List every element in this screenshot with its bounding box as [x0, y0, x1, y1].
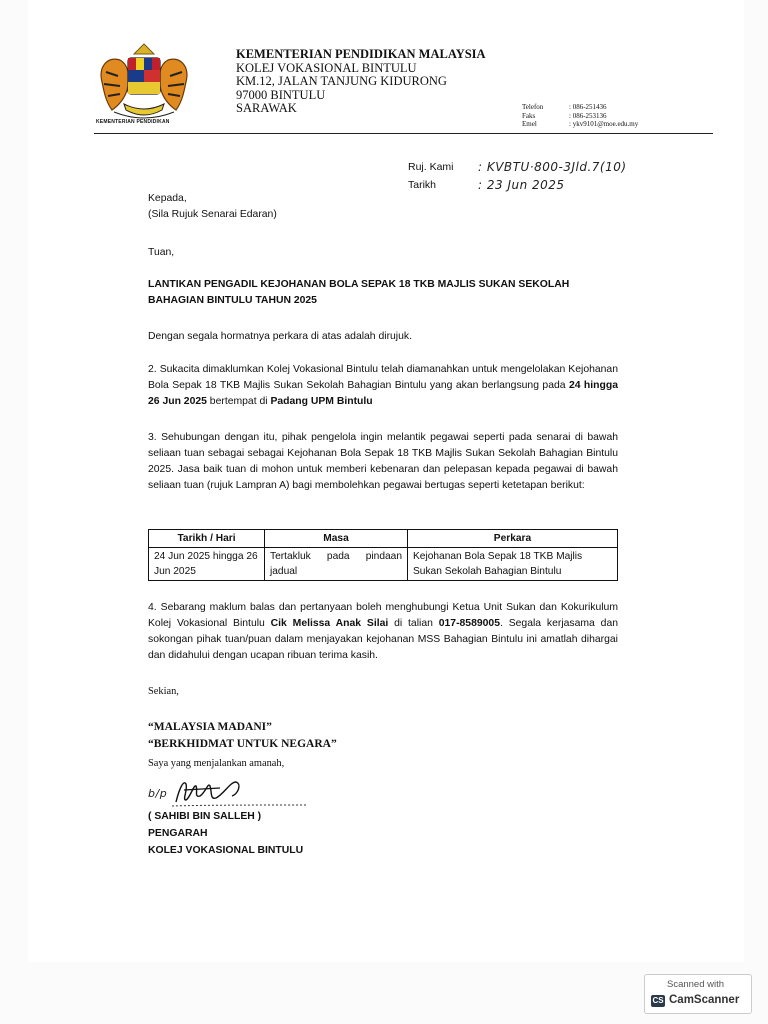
motto [148, 719, 618, 753]
contact-row-phone: Telefon : 086-251436 [522, 103, 607, 111]
amanah: Saya yang menjalankan amanah, [148, 758, 285, 769]
subject: LANTIKAN PENGADIL KEJOHANAN BOLA SEPAK 18 TKB MAJLIS SUKAN SEKOLAH BAHAGIAN BINTULU TAHUN 2025 [148, 279, 570, 306]
table-header: Masa [265, 530, 408, 548]
salutation: Tuan, [148, 247, 175, 258]
kepada: Kepada, [148, 193, 187, 204]
table-row [149, 548, 618, 581]
watermark-brand: CamScanner [669, 994, 740, 1006]
signatory-org: KOLEJ VOKASIONAL BINTULU [148, 845, 304, 856]
malaysia-coat-of-arms-icon [94, 40, 194, 126]
signature-prefix: b/p [148, 787, 168, 800]
table-cell: Kejohanan Bola Sepak 18 TKB Majlis Sukan Sekolah Bahagian Bintulu [408, 548, 618, 581]
crest-caption: KEMENTERIAN PENDIDIKAN [96, 119, 170, 125]
recipient-list: (Sila Rujuk Senarai Edaran) [148, 209, 277, 220]
camscanner-watermark [644, 974, 752, 1014]
letterhead [236, 48, 486, 116]
header-divider [94, 133, 713, 134]
table-header-row [149, 530, 618, 548]
ruj-value: : KVBTU·800-3Jld.7(10) [478, 160, 627, 174]
table-header: Perkara [408, 530, 618, 548]
letterhead-postcode: 97000 BINTULU [236, 87, 326, 102]
paragraph-3: 3. Sehubungan dengan itu, pihak pengelola ingin melantik pegawai seperti pada senarai di bawah seliaan tuan sebagai sebagai Kejohanan Bola Sepak 18 TKB Majlis Sukan Sekolah Bahagian Bintulu 2025. Jasa baik tuan di mohon untuk memberi kebenaran dan pelepasan kepada pegawai di bawah seliaan tuan (rujuk Lampran A) bagi membolehkan pegawai bertugas seperti ketetapan berikut: [148, 432, 618, 491]
tarikh-label: Tarikh [408, 179, 437, 191]
motto-line-2: “BERKHIDMAT UNTUK NEGARA” [148, 738, 337, 750]
letterhead-address: KM.12, JALAN TANJUNG KIDURONG [236, 74, 447, 88]
signatory-name: ( SAHIBI BIN SALLEH ) [148, 811, 262, 822]
letterhead-college: KOLEJ VOKASIONAL BINTULU [236, 60, 417, 75]
tarikh-value: : 23 Jun 2025 [478, 178, 565, 192]
contact-details [522, 103, 638, 129]
signature-icon [170, 776, 310, 808]
contact-row-email: Emel : ykv9101@moe.edu.my [522, 120, 639, 128]
letterhead-state: SARAWAK [236, 101, 297, 115]
paragraph-1: Dengan segala hormatnya perkara di atas adalah dirujuk. [148, 331, 412, 342]
sekian: Sekian, [148, 686, 179, 697]
table-cell: Tertakluk pada pindaan jadual [265, 548, 408, 581]
schedule-table [148, 529, 618, 581]
watermark-caption: Scanned with [667, 979, 725, 990]
motto-line-1: “MALAYSIA MADANI” [148, 721, 272, 733]
letterhead-ministry: KEMENTERIAN PENDIDIKAN MALAYSIA [236, 47, 486, 61]
camscanner-logo-icon: CS [652, 996, 664, 1005]
ruj-label: Ruj. Kami [408, 161, 454, 173]
paragraph-4: 4. Sebarang maklum balas dan pertanyaan boleh menghubungi Ketua Unit Sukan dan Kokurikulum Kolej Vokasional Bintulu Cik Melissa Anak Silai di talian 017-8589005. Segala kerjasama dan sokongan pihak tuan/puan dalam menjayakan kejohanan MSS Bahagian Bintulu ini amatlah dihargai dan didahului dengan ucapan ribuan terima kasih. [148, 602, 619, 661]
table-cell: 24 Jun 2025 hingga 26 Jun 2025 [149, 548, 265, 581]
table-header: Tarikh / Hari [149, 530, 265, 548]
signatory-title: PENGARAH [148, 828, 208, 839]
reference-block [408, 158, 627, 194]
recipient [148, 191, 618, 223]
contact-row-fax: Faks : 086-253136 [522, 111, 607, 120]
signatory [148, 808, 618, 859]
paragraph-2: 2. Sukacita dimaklumkan Kolej Vokasional Bintulu telah diamanahkan untuk mengelolakan Kejohanan Bola Sepak 18 TKB Majlis Sukan Sekolah Bahagian Bintulu yang akan berlangsung pada 24 hingga 26 Jun 2025 bertempat di Padang UPM Bintulu [148, 364, 618, 407]
